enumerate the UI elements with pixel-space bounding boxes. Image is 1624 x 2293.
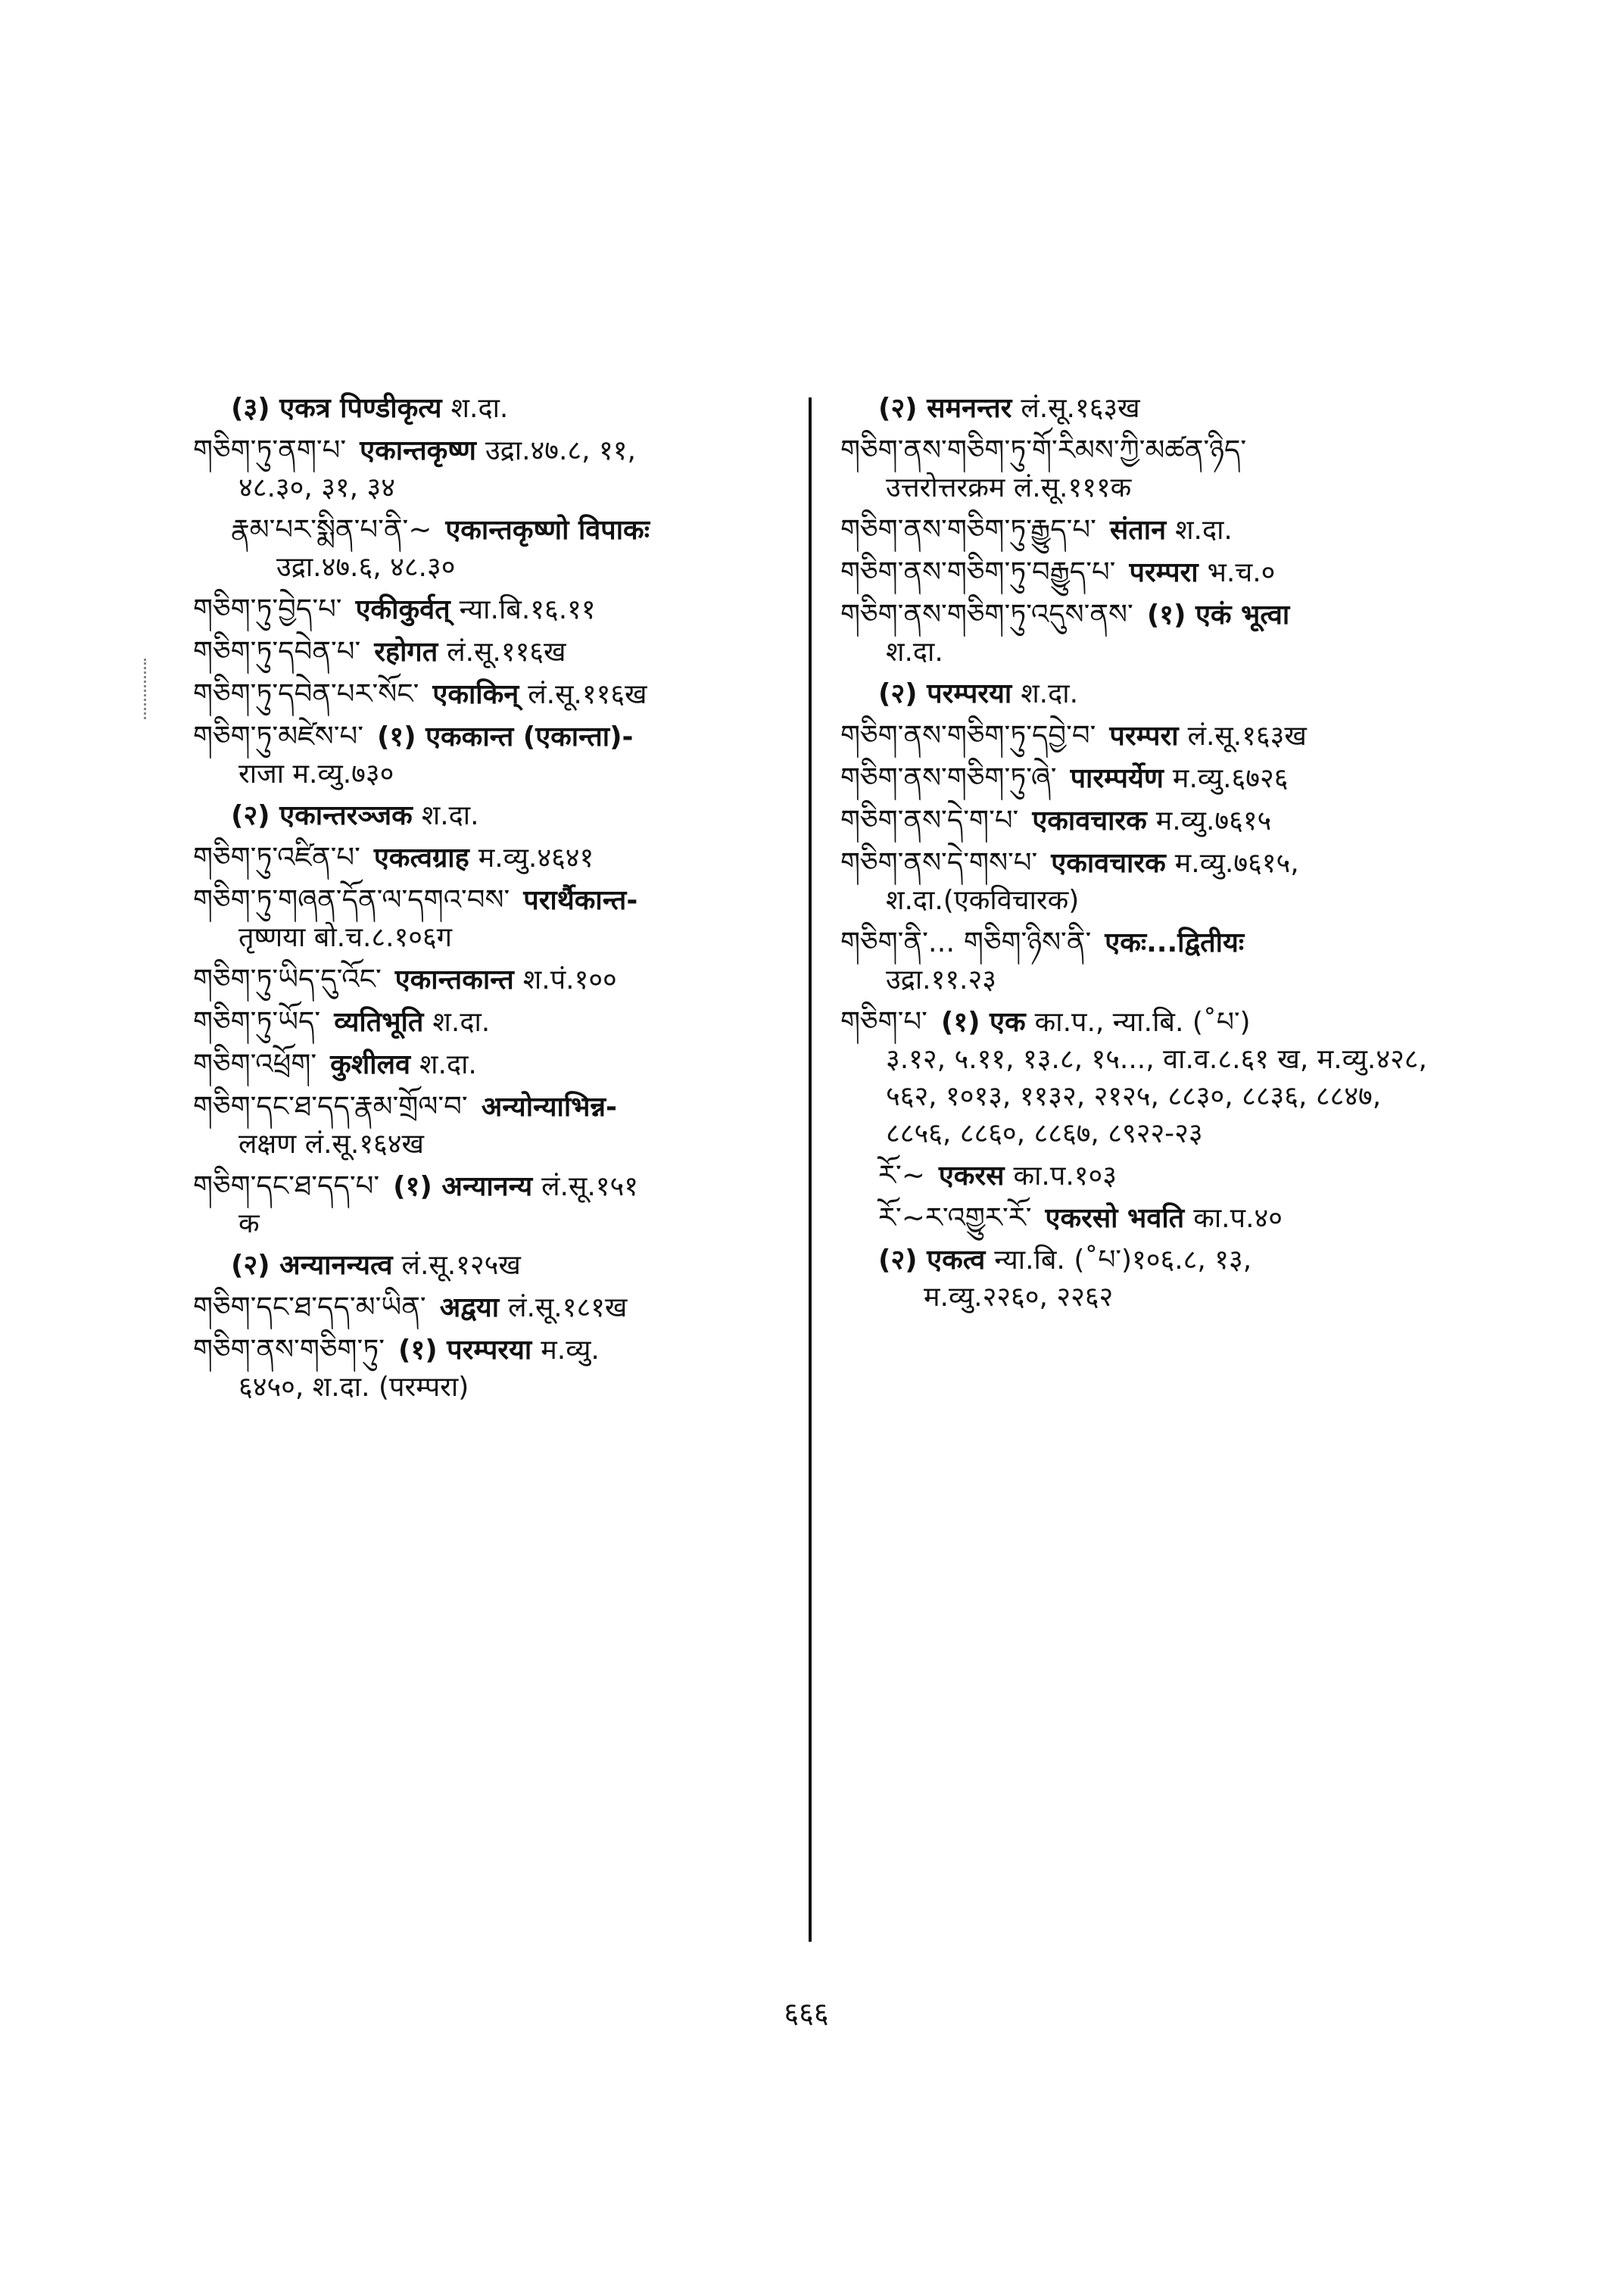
source-reference: लं.सू.११६ख bbox=[447, 637, 566, 668]
dictionary-entry bbox=[193, 1247, 791, 1284]
entry-continuation: लक्षण लं.सू.१६४ख bbox=[238, 1129, 424, 1160]
dictionary-entry bbox=[840, 675, 1446, 712]
tibetan-headword: གཅིག་ནས་གཅིག་ཏུ་ bbox=[193, 1333, 385, 1366]
source-reference: श.पं.१०० bbox=[522, 964, 617, 995]
entry-continuation: उद्रा.४७.६, ४८.३० bbox=[276, 552, 456, 583]
tibetan-headword: གཅིག་ནས་གཅིག་ཏུ་གོ་རིམས་ཀྱི་མཚན་ཉིད་ bbox=[840, 434, 1247, 466]
tibetan-headword: གཅིག་ནས་གཅིག་ཏུ་རྒྱུད་པ་ bbox=[840, 513, 1096, 546]
tibetan-headword: གཅིག་ཏུ་ནག་པ་ bbox=[193, 434, 347, 466]
sanskrit-equivalent: रहोगत bbox=[374, 637, 438, 668]
dictionary-entry bbox=[840, 717, 1446, 755]
sanskrit-equivalent: एकः...द्वितीयः bbox=[1105, 927, 1245, 958]
right-column bbox=[840, 390, 1446, 1320]
dictionary-entry bbox=[193, 633, 791, 671]
tibetan-headword: གཅིག་ཏུ་འཛིན་པ་ bbox=[193, 841, 360, 874]
sanskrit-equivalent: (२) एकत्व bbox=[878, 1245, 986, 1276]
source-reference: म.व्यु.४६४१ bbox=[478, 843, 594, 874]
entry-continuation: ३.१२, ५.११, १३.८, १५..., वा.व.८.६१ ख, म.व्यु.४२८, ५६२, १०१३, ११३२, २१२५, ८८३०, ८८३६, ८८४७, ८८५६, ८८६०, ८८६७, ८९२२-२३ bbox=[886, 1044, 1427, 1149]
source-reference: भ.च.० bbox=[1207, 557, 1276, 588]
tibetan-headword: གཅིག་ཏུ་ཡོད་ bbox=[193, 1005, 321, 1038]
tibetan-headword: གཅིག་འཕྲོག་ bbox=[193, 1048, 317, 1080]
sanskrit-equivalent: एकान्तकान्त bbox=[394, 964, 514, 995]
entry-continuation: म.व्यु.२२६०, २२६२ bbox=[924, 1282, 1114, 1313]
entry-continuation: उद्रा.११.२३ bbox=[886, 964, 996, 995]
dictionary-entry bbox=[840, 390, 1446, 427]
sanskrit-equivalent: व्यतिभूति bbox=[334, 1007, 424, 1038]
sanskrit-equivalent: एकान्तकृष्ण bbox=[360, 435, 476, 466]
source-reference: लं.सू.१८१ख bbox=[508, 1292, 628, 1323]
source-reference: का.प., न्या.बि. (˚པ་) bbox=[1034, 1007, 1251, 1038]
tibetan-headword: གཅིག་ཏུ་གཞན་དོན་ལ་དགའ་བས་ bbox=[193, 883, 510, 916]
sanskrit-equivalent: एकान्तकृष्णो विपाकः bbox=[445, 515, 650, 546]
source-reference: लं.सू.१५१ bbox=[541, 1171, 638, 1202]
dictionary-entry bbox=[193, 797, 791, 834]
tibetan-headword: གཅིག་དང་ཐ་དད་མ་ཡིན་ bbox=[193, 1291, 426, 1323]
entry-continuation: उत्तरोत्तरक्रम लं.सू.१११क bbox=[886, 472, 1132, 503]
sanskrit-equivalent: एकाकिन् bbox=[432, 679, 519, 710]
source-reference: न्या.बि.१६.११ bbox=[459, 594, 596, 625]
dictionary-entry bbox=[193, 1331, 791, 1406]
tibetan-headword: གཅིག་ནས་གཅིག་ཏུ་ཞེ་ bbox=[840, 762, 1057, 794]
sanskrit-equivalent: (१) परम्परया bbox=[398, 1335, 532, 1366]
tibetan-headword: གཅིག་ཏུ་ཡིད་དུ་འོང་ bbox=[193, 963, 382, 995]
tibetan-headword: གཅིག་ཏུ་དབེན་པ་ bbox=[193, 635, 361, 668]
dictionary-entry bbox=[840, 844, 1446, 919]
dictionary-entry bbox=[840, 924, 1446, 999]
left-column bbox=[193, 390, 791, 1410]
tibetan-headword: གཅིག་ནས་གཅིག་ཏུ་དབྱེ་བ་ bbox=[840, 719, 1096, 752]
dictionary-entry bbox=[193, 1003, 791, 1041]
sanskrit-equivalent: एकत्वग्राह bbox=[373, 843, 469, 874]
source-reference: का.प.४० bbox=[1193, 1203, 1283, 1234]
sanskrit-equivalent: एकावचारक bbox=[1051, 848, 1166, 879]
dictionary-entry bbox=[193, 718, 791, 793]
tibetan-headword: གཅིག་དང་ཐ་དད་རྣམ་གྲོལ་བ་ bbox=[193, 1090, 468, 1123]
sanskrit-equivalent: एकरस bbox=[938, 1161, 1005, 1192]
dictionary-entry bbox=[193, 1167, 791, 1242]
source-reference: श.दा. bbox=[421, 800, 479, 831]
dictionary-entry bbox=[840, 802, 1446, 840]
sanskrit-equivalent: (१) अन्यानन्य bbox=[393, 1171, 533, 1202]
entry-continuation: राजा म.व्यु.७३० bbox=[238, 759, 394, 790]
tibetan-headword: རྣམ་པར་སྨིན་པ་ནི་~ bbox=[231, 513, 432, 546]
sanskrit-equivalent: (३) एकत्र पिण्डीकृत्य bbox=[231, 393, 442, 424]
source-reference: का.प.१०३ bbox=[1013, 1161, 1117, 1192]
source-reference: न्या.बि. (˚པ་)१०६.८, १३, bbox=[994, 1245, 1252, 1276]
source-reference: लं.सू.१६३ख bbox=[1187, 721, 1307, 752]
sanskrit-equivalent: पारम्पर्येण bbox=[1070, 763, 1164, 794]
sanskrit-equivalent: संतान bbox=[1109, 515, 1167, 546]
tibetan-headword: གཅིག་ཏུ་བྱེད་པ་ bbox=[193, 593, 342, 625]
tibetan-headword: གཅིག་དང་ཐ་དད་པ་ bbox=[193, 1170, 380, 1202]
dictionary-entry bbox=[840, 553, 1446, 591]
source-reference: लं.सू.१२५ख bbox=[401, 1250, 521, 1281]
source-reference: म.व्यु.७६१५, bbox=[1174, 848, 1299, 879]
entry-continuation: ४८.३०, ३१, ३४ bbox=[238, 472, 395, 503]
dictionary-entry bbox=[840, 511, 1446, 549]
sanskrit-equivalent: एकावचारक bbox=[1032, 805, 1147, 837]
sanskrit-equivalent: परम्परा bbox=[1129, 557, 1199, 588]
dictionary-entry bbox=[193, 590, 791, 628]
column-divider bbox=[809, 397, 812, 1942]
sanskrit-equivalent: एकरसो भवति bbox=[1045, 1203, 1185, 1234]
sanskrit-equivalent: (२) अन्यानन्यत्व bbox=[231, 1250, 393, 1281]
dictionary-entry bbox=[840, 1157, 1446, 1195]
dictionary-entry bbox=[840, 1199, 1446, 1237]
tibetan-headword: གཅིག་ནས་དེ་གས་པ་ bbox=[840, 846, 1038, 879]
entry-continuation: श.दा.(एकविचारक) bbox=[886, 885, 1080, 916]
source-reference: लं.सू.११६ख bbox=[528, 679, 647, 710]
sanskrit-equivalent: परार्थैकान्त- bbox=[523, 885, 638, 916]
source-reference: श.दा. bbox=[419, 1049, 477, 1080]
source-reference: श.दा. bbox=[1175, 515, 1233, 546]
entry-continuation: श.दा. bbox=[886, 637, 943, 668]
source-reference: म.व्यु.७६१५ bbox=[1155, 805, 1272, 837]
page-number: ६६६ bbox=[784, 1996, 829, 2030]
tibetan-headword: གཅིག་ནས་གཅིག་ཏུ་བརྒྱུད་པ་ bbox=[840, 556, 1116, 588]
source-reference: श.दा. bbox=[1021, 678, 1079, 709]
sanskrit-equivalent: (२) समनन्तर bbox=[878, 393, 1012, 424]
sanskrit-equivalent: कुशीलव bbox=[330, 1049, 411, 1080]
dictionary-entry bbox=[840, 1003, 1446, 1152]
entry-continuation: क bbox=[238, 1208, 260, 1239]
tibetan-headword: གཅིག་ནས་དེ་ག་པ་ bbox=[840, 804, 1019, 837]
tibetan-headword: གཅིག་པ་ bbox=[840, 1005, 927, 1038]
sanskrit-equivalent: (२) एकान्तरञ्जक bbox=[231, 800, 413, 831]
dictionary-entry bbox=[193, 431, 791, 506]
dictionary-entry bbox=[840, 596, 1446, 671]
dictionary-entry bbox=[840, 759, 1446, 797]
sanskrit-equivalent: परम्परा bbox=[1109, 721, 1179, 752]
tibetan-headword: གཅིག་ཏུ་དབེན་པར་སོང་ bbox=[193, 678, 419, 710]
dictionary-entry bbox=[193, 390, 791, 427]
source-reference: उद्रा.४७.८, ११, bbox=[485, 435, 636, 466]
tibetan-headword: གཅིག་ཏུ་མཛེས་པ་ bbox=[193, 720, 363, 752]
source-reference: म.व्यु.६७२६ bbox=[1172, 763, 1289, 794]
dictionary-entry bbox=[193, 1088, 791, 1163]
entry-continuation: तृष्णया बो.च.८.१०६ग bbox=[238, 922, 453, 953]
sanskrit-equivalent: (१) एकं भूत्वा bbox=[1146, 600, 1290, 631]
tibetan-headword: རོ་~ར་འགྱུར་རོ་ bbox=[878, 1201, 1032, 1234]
dictionary-entry bbox=[193, 511, 791, 586]
tibetan-headword: གཅིག་ནས་གཅིག་ཏུ་འདུས་ནས་ bbox=[840, 598, 1133, 631]
dictionary-entry bbox=[193, 961, 791, 999]
sanskrit-equivalent: (१) एक bbox=[940, 1007, 1026, 1038]
dictionary-entry bbox=[193, 881, 791, 956]
dictionary-entry bbox=[193, 1045, 791, 1083]
sanskrit-equivalent: (१) एककान्त (एकान्ता)- bbox=[376, 721, 634, 752]
source-reference: म.व्यु. bbox=[541, 1335, 600, 1366]
dictionary-entry bbox=[193, 675, 791, 713]
sanskrit-equivalent: एकीकुर्वत् bbox=[355, 594, 450, 625]
sanskrit-equivalent: अन्योन्याभिन्न- bbox=[481, 1092, 617, 1123]
tibetan-headword: རོ་~ bbox=[878, 1159, 925, 1192]
dictionary-entry bbox=[193, 1288, 791, 1326]
dictionary-entry bbox=[193, 839, 791, 877]
dictionary-entry bbox=[840, 1242, 1446, 1316]
margin-mark bbox=[144, 659, 149, 719]
sanskrit-equivalent: अद्वया bbox=[439, 1292, 500, 1323]
sanskrit-equivalent: (२) परम्परया bbox=[878, 678, 1012, 709]
tibetan-headword: གཅིག་ནི་... གཅིག་ཉིས་ནི་ bbox=[840, 926, 1092, 958]
source-reference: श.दा. bbox=[450, 393, 509, 424]
dictionary-entry bbox=[840, 431, 1446, 506]
source-reference: लं.सू.१६३ख bbox=[1021, 393, 1140, 424]
source-reference: श.दा. bbox=[432, 1007, 491, 1038]
entry-continuation: ६४५०, श.दा. (परम्परा) bbox=[238, 1372, 469, 1403]
